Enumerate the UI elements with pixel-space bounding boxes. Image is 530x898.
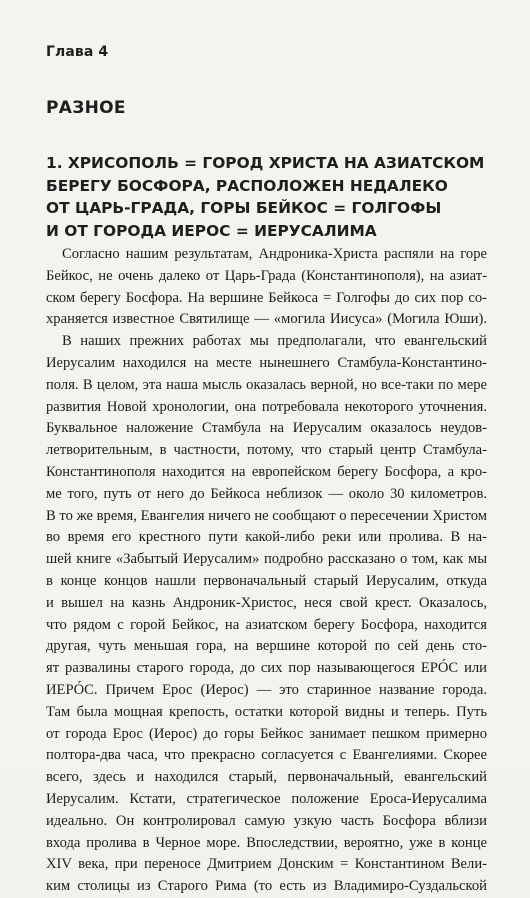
body-line: Константинополя находится на европейском берегу Босфора, а кро- — [46, 463, 487, 480]
body-line: поля. В целом, эта наша мысль оказалась верной, но все-таки по мере — [46, 376, 487, 393]
body-line: ят развалины старого города, до сих пор называющегося ЕРÓС или — [46, 660, 487, 677]
body-line: храняется известное Святилище — «могила Иисуса» (Могила Юши). — [46, 311, 487, 328]
heading-line: 1. ХРИСОПОЛЬ = ГОРОД ХРИСТА НА АЗИАТСКОМ — [46, 154, 485, 172]
body-line: В наших прежних работах мы предполагали, что евангельский — [62, 333, 487, 350]
body-line: всего, здесь и находился старый, первоначальный, евангельский — [46, 769, 487, 786]
body-line: ким столицы из Старого Рима (то есть из Владимиро-Суздальской — [46, 878, 487, 895]
body-line: другая, чуть меньшая гора, на вершине которой по сей день сто- — [46, 638, 487, 655]
body-text — [46, 244, 487, 898]
body-line: XIV века, при переносе Дмитрием Донским = Константином Вели- — [46, 856, 487, 873]
body-line: Бейкос, не очень далеко от Царь-Града (Константинополя), на азиат- — [46, 267, 487, 284]
body-line: ском берегу Босфора. На вершине Бейкоса = Голгофы до сих пор со- — [46, 289, 487, 306]
body-line: Буквальное наложение Стамбула на Иерусалим оказалось неудов- — [46, 420, 487, 437]
body-line: что рядом с горой Бейкос, на азиатском берегу Босфора, находится — [46, 616, 487, 633]
chapter-label: Глава 4 — [46, 44, 109, 60]
body-line: от города Ерос (Иерос) до горы Бейкос занимает пешком примерно — [46, 725, 487, 742]
body-line: ме того, путь от него до Бейкоса неблизок — около 30 километров. — [46, 485, 487, 502]
subsection-heading — [46, 152, 486, 242]
heading-line: И ОТ ГОРОДА ИЕРОС = ИЕРУСАЛИМА — [46, 221, 377, 240]
body-line: В то же время, Евангелия ничего не сообщают о пересечении Христом — [46, 507, 487, 524]
body-line: Согласно нашим результатам, Андроника-Христа распяли на горе — [62, 246, 487, 262]
heading-line: ОТ ЦАРЬ-ГРАДА, ГОРЫ БЕЙКОС = ГОЛГОФЫ — [46, 199, 442, 217]
body-line: летворительным, в частности, потому, что старый центр Стамбула- — [46, 442, 487, 459]
body-line: развития Новой хронологии, она потребовала некоторого уточнения. — [46, 398, 487, 415]
body-line: идеально. Он контролировал самую узкую часть Босфора вблизи — [46, 812, 487, 829]
body-line: Иерусалим. Кстати, стратегическое положение Ероса-Иерусалима — [46, 790, 487, 807]
body-line: во время его крестного пути какой-либо реки или пролива. В на- — [46, 529, 487, 546]
body-line: ИЕРÓС. Причем Ерос (Иерос) — это старинное название города. — [46, 681, 487, 698]
section-title: РАЗНОЕ — [46, 98, 126, 118]
body-line: полтора-два часа, что прекрасно согласуется с Евангелиями. Скорее — [46, 747, 487, 764]
body-line: входа пролива в Черное море. Впоследствии, вероятно, уже в конце — [46, 834, 487, 851]
body-line: и вышел на казнь Андроник-Христос, неся свой крест. Оказалось, — [46, 594, 487, 611]
body-line: в конце концов нашли первоначальный старый Иерусалим, откуда — [46, 572, 487, 589]
body-line: Иерусалим находился на месте нынешнего Стамбула-Константино- — [46, 354, 487, 371]
body-line: шей книге «Забытый Иерусалим» подробно рассказано о том, как мы — [46, 551, 487, 568]
heading-line: БЕРЕГУ БОСФОРА, РАСПОЛОЖЕН НЕДАЛЕКО — [46, 176, 448, 195]
body-line: Там была мощная крепость, остатки которой видны и теперь. Путь — [46, 703, 487, 720]
